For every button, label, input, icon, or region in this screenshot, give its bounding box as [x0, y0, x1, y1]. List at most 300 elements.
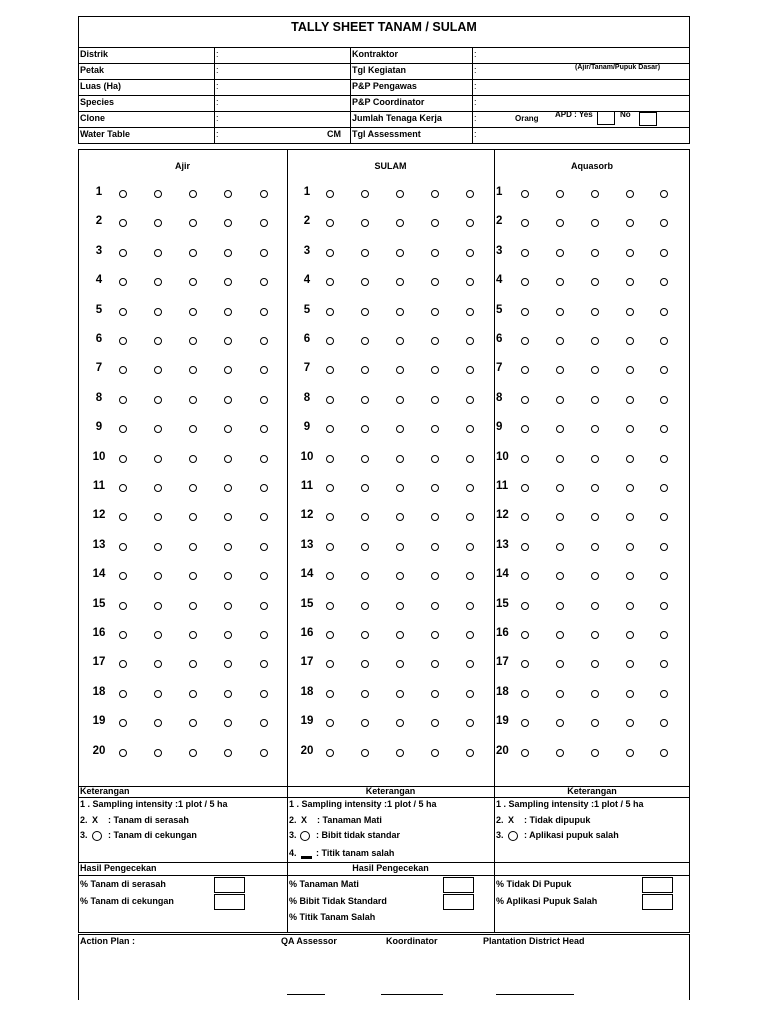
sulam-tally-circle[interactable]	[396, 602, 404, 610]
ajir-tally-circle[interactable]	[260, 660, 268, 668]
aquasorb-tally-circle[interactable]	[521, 660, 529, 668]
sulam-tally-circle[interactable]	[396, 690, 404, 698]
sulam-tally-circle[interactable]	[326, 190, 334, 198]
sulam-tally-circle[interactable]	[326, 455, 334, 463]
ajir-tally-circle[interactable]	[224, 308, 232, 316]
sulam-tally-circle[interactable]	[466, 690, 474, 698]
sulam-tally-circle[interactable]	[361, 749, 369, 757]
field-jumlah-tenaga[interactable]: :	[474, 113, 477, 123]
sulam-tally-circle[interactable]	[396, 719, 404, 727]
aquasorb-tally-circle[interactable]	[660, 690, 668, 698]
sulam-tally-circle[interactable]	[431, 308, 439, 316]
sulam-tally-circle[interactable]	[326, 249, 334, 257]
ajir-tally-circle[interactable]	[224, 396, 232, 404]
sulam-tally-circle[interactable]	[326, 690, 334, 698]
ajir-tally-circle[interactable]	[154, 249, 162, 257]
field-species[interactable]: :	[216, 97, 219, 107]
sulam-tally-circle[interactable]	[326, 631, 334, 639]
ajir-tally-circle[interactable]	[224, 690, 232, 698]
aquasorb-tally-circle[interactable]	[521, 249, 529, 257]
sulam-tally-circle[interactable]	[326, 396, 334, 404]
ajir-tally-circle[interactable]	[119, 308, 127, 316]
sulam-tally-circle[interactable]	[431, 190, 439, 198]
ajir-tally-circle[interactable]	[189, 337, 197, 345]
aquasorb-tally-circle[interactable]	[521, 602, 529, 610]
ajir-tally-circle[interactable]	[224, 660, 232, 668]
ajir-tally-circle[interactable]	[119, 484, 127, 492]
aquasorb-tally-circle[interactable]	[556, 484, 564, 492]
ajir-tally-circle[interactable]	[189, 249, 197, 257]
sulam-tally-circle[interactable]	[361, 249, 369, 257]
ajir-tally-circle[interactable]	[119, 543, 127, 551]
ajir-tally-circle[interactable]	[224, 337, 232, 345]
aquasorb-tally-circle[interactable]	[626, 190, 634, 198]
sulam-tally-circle[interactable]	[466, 366, 474, 374]
sulam-tally-circle[interactable]	[431, 543, 439, 551]
ajir-tally-circle[interactable]	[154, 749, 162, 757]
sulam-tally-circle[interactable]	[361, 660, 369, 668]
ajir-tally-circle[interactable]	[119, 631, 127, 639]
ajir-tally-circle[interactable]	[154, 455, 162, 463]
ajir-tally-circle[interactable]	[260, 249, 268, 257]
aquasorb-tally-circle[interactable]	[556, 719, 564, 727]
aquasorb-tally-circle[interactable]	[626, 425, 634, 433]
sulam-tally-circle[interactable]	[466, 249, 474, 257]
aquasorb-tally-circle[interactable]	[591, 513, 599, 521]
aquasorb-tally-circle[interactable]	[521, 396, 529, 404]
aquasorb-tally-circle[interactable]	[660, 660, 668, 668]
aquasorb-tally-circle[interactable]	[626, 366, 634, 374]
aquasorb-tally-circle[interactable]	[521, 484, 529, 492]
ajir-tally-circle[interactable]	[119, 690, 127, 698]
aquasorb-tally-circle[interactable]	[591, 425, 599, 433]
sulam-tally-circle[interactable]	[326, 278, 334, 286]
ajir-tally-circle[interactable]	[154, 719, 162, 727]
sulam-tally-circle[interactable]	[466, 602, 474, 610]
sulam-tally-circle[interactable]	[326, 543, 334, 551]
aquasorb-tally-circle[interactable]	[626, 337, 634, 345]
sulam-tally-circle[interactable]	[396, 543, 404, 551]
ajir-tally-circle[interactable]	[154, 513, 162, 521]
field-petak[interactable]: :	[216, 65, 219, 75]
sulam-tally-circle[interactable]	[431, 249, 439, 257]
ajir-tally-circle[interactable]	[260, 749, 268, 757]
sulam-tally-circle[interactable]	[326, 308, 334, 316]
ajir-tally-circle[interactable]	[119, 513, 127, 521]
sulam-tally-circle[interactable]	[466, 719, 474, 727]
sulam-tally-circle[interactable]	[431, 602, 439, 610]
sulam-tally-circle[interactable]	[361, 484, 369, 492]
aquasorb-tally-circle[interactable]	[556, 543, 564, 551]
ajir-tally-circle[interactable]	[154, 690, 162, 698]
aquasorb-tally-circle[interactable]	[591, 690, 599, 698]
sulam-tally-circle[interactable]	[396, 337, 404, 345]
ajir-tally-circle[interactable]	[260, 190, 268, 198]
aquasorb-tally-circle[interactable]	[660, 425, 668, 433]
hasil-tanam-serasah-input[interactable]	[214, 877, 245, 893]
sulam-tally-circle[interactable]	[326, 484, 334, 492]
aquasorb-tally-circle[interactable]	[556, 455, 564, 463]
aquasorb-tally-circle[interactable]	[591, 278, 599, 286]
ajir-tally-circle[interactable]	[260, 366, 268, 374]
sulam-tally-circle[interactable]	[361, 602, 369, 610]
ajir-tally-circle[interactable]	[260, 455, 268, 463]
field-water-table[interactable]: :	[216, 129, 219, 139]
aquasorb-tally-circle[interactable]	[591, 543, 599, 551]
sulam-tally-circle[interactable]	[396, 484, 404, 492]
aquasorb-tally-circle[interactable]	[591, 749, 599, 757]
ajir-tally-circle[interactable]	[260, 484, 268, 492]
ajir-tally-circle[interactable]	[224, 513, 232, 521]
sulam-tally-circle[interactable]	[466, 543, 474, 551]
aquasorb-tally-circle[interactable]	[521, 455, 529, 463]
aquasorb-tally-circle[interactable]	[556, 337, 564, 345]
aquasorb-tally-circle[interactable]	[556, 308, 564, 316]
ajir-tally-circle[interactable]	[189, 631, 197, 639]
ajir-tally-circle[interactable]	[260, 337, 268, 345]
aquasorb-tally-circle[interactable]	[521, 513, 529, 521]
ajir-tally-circle[interactable]	[119, 337, 127, 345]
sulam-tally-circle[interactable]	[361, 572, 369, 580]
ajir-tally-circle[interactable]	[260, 631, 268, 639]
aquasorb-tally-circle[interactable]	[660, 543, 668, 551]
field-kontraktor[interactable]: :	[474, 49, 477, 59]
sulam-tally-circle[interactable]	[396, 308, 404, 316]
ajir-tally-circle[interactable]	[189, 572, 197, 580]
sulam-tally-circle[interactable]	[466, 190, 474, 198]
sulam-tally-circle[interactable]	[431, 219, 439, 227]
hasil-tidak-di-pupuk-input[interactable]	[642, 877, 673, 893]
sulam-tally-circle[interactable]	[431, 690, 439, 698]
sulam-tally-circle[interactable]	[396, 249, 404, 257]
aquasorb-tally-circle[interactable]	[626, 719, 634, 727]
sulam-tally-circle[interactable]	[326, 219, 334, 227]
sulam-tally-circle[interactable]	[431, 278, 439, 286]
aquasorb-tally-circle[interactable]	[521, 749, 529, 757]
hasil-aplikasi-pupuk-salah-input[interactable]	[642, 894, 673, 910]
aquasorb-tally-circle[interactable]	[556, 690, 564, 698]
ajir-tally-circle[interactable]	[224, 425, 232, 433]
aquasorb-tally-circle[interactable]	[556, 366, 564, 374]
aquasorb-tally-circle[interactable]	[660, 572, 668, 580]
aquasorb-tally-circle[interactable]	[660, 719, 668, 727]
ajir-tally-circle[interactable]	[260, 425, 268, 433]
sulam-tally-circle[interactable]	[396, 425, 404, 433]
sulam-tally-circle[interactable]	[396, 455, 404, 463]
sulam-tally-circle[interactable]	[326, 660, 334, 668]
aquasorb-tally-circle[interactable]	[660, 278, 668, 286]
sulam-tally-circle[interactable]	[466, 278, 474, 286]
aquasorb-tally-circle[interactable]	[521, 190, 529, 198]
sulam-tally-circle[interactable]	[466, 484, 474, 492]
sulam-tally-circle[interactable]	[466, 425, 474, 433]
sulam-tally-circle[interactable]	[431, 749, 439, 757]
aquasorb-tally-circle[interactable]	[660, 396, 668, 404]
koordinator-signature-line[interactable]	[381, 994, 443, 995]
sulam-tally-circle[interactable]	[361, 337, 369, 345]
sulam-tally-circle[interactable]	[361, 219, 369, 227]
ajir-tally-circle[interactable]	[224, 278, 232, 286]
ajir-tally-circle[interactable]	[224, 455, 232, 463]
ajir-tally-circle[interactable]	[224, 484, 232, 492]
aquasorb-tally-circle[interactable]	[591, 190, 599, 198]
sulam-tally-circle[interactable]	[466, 455, 474, 463]
aquasorb-tally-circle[interactable]	[660, 366, 668, 374]
aquasorb-tally-circle[interactable]	[626, 543, 634, 551]
ajir-tally-circle[interactable]	[224, 602, 232, 610]
field-tgl-kegiatan[interactable]: :	[474, 65, 477, 75]
ajir-tally-circle[interactable]	[189, 690, 197, 698]
ajir-tally-circle[interactable]	[189, 455, 197, 463]
aquasorb-tally-circle[interactable]	[521, 366, 529, 374]
ajir-tally-circle[interactable]	[260, 513, 268, 521]
ajir-tally-circle[interactable]	[154, 278, 162, 286]
ajir-tally-circle[interactable]	[189, 425, 197, 433]
ajir-tally-circle[interactable]	[154, 484, 162, 492]
sulam-tally-circle[interactable]	[396, 631, 404, 639]
sulam-tally-circle[interactable]	[326, 602, 334, 610]
ajir-tally-circle[interactable]	[154, 337, 162, 345]
aquasorb-tally-circle[interactable]	[556, 572, 564, 580]
sulam-tally-circle[interactable]	[466, 396, 474, 404]
aquasorb-tally-circle[interactable]	[521, 337, 529, 345]
aquasorb-tally-circle[interactable]	[591, 219, 599, 227]
ajir-tally-circle[interactable]	[224, 219, 232, 227]
aquasorb-tally-circle[interactable]	[626, 690, 634, 698]
aquasorb-tally-circle[interactable]	[626, 249, 634, 257]
sulam-tally-circle[interactable]	[361, 543, 369, 551]
sulam-tally-circle[interactable]	[431, 366, 439, 374]
aquasorb-tally-circle[interactable]	[626, 660, 634, 668]
aquasorb-tally-circle[interactable]	[521, 719, 529, 727]
ajir-tally-circle[interactable]	[189, 543, 197, 551]
aquasorb-tally-circle[interactable]	[626, 484, 634, 492]
sulam-tally-circle[interactable]	[466, 631, 474, 639]
ajir-tally-circle[interactable]	[154, 190, 162, 198]
aquasorb-tally-circle[interactable]	[626, 631, 634, 639]
aquasorb-tally-circle[interactable]	[591, 572, 599, 580]
hasil-bibit-tidak-standard-input[interactable]	[443, 894, 474, 910]
qa-assessor-signature-line[interactable]	[287, 994, 325, 995]
aquasorb-tally-circle[interactable]	[556, 425, 564, 433]
sulam-tally-circle[interactable]	[466, 749, 474, 757]
sulam-tally-circle[interactable]	[466, 660, 474, 668]
sulam-tally-circle[interactable]	[431, 337, 439, 345]
aquasorb-tally-circle[interactable]	[591, 396, 599, 404]
ajir-tally-circle[interactable]	[119, 749, 127, 757]
ajir-tally-circle[interactable]	[224, 190, 232, 198]
sulam-tally-circle[interactable]	[431, 396, 439, 404]
ajir-tally-circle[interactable]	[119, 249, 127, 257]
ajir-tally-circle[interactable]	[154, 631, 162, 639]
ajir-tally-circle[interactable]	[189, 484, 197, 492]
ajir-tally-circle[interactable]	[189, 366, 197, 374]
aquasorb-tally-circle[interactable]	[591, 484, 599, 492]
apd-yes-checkbox[interactable]	[597, 111, 615, 125]
ajir-tally-circle[interactable]	[119, 396, 127, 404]
sulam-tally-circle[interactable]	[466, 337, 474, 345]
aquasorb-tally-circle[interactable]	[556, 513, 564, 521]
sulam-tally-circle[interactable]	[431, 660, 439, 668]
ajir-tally-circle[interactable]	[224, 366, 232, 374]
field-pp-coordinator[interactable]: :	[474, 97, 477, 107]
field-luas[interactable]: :	[216, 81, 219, 91]
aquasorb-tally-circle[interactable]	[626, 572, 634, 580]
aquasorb-tally-circle[interactable]	[660, 337, 668, 345]
apd-no-checkbox[interactable]	[639, 112, 657, 126]
aquasorb-tally-circle[interactable]	[591, 308, 599, 316]
aquasorb-tally-circle[interactable]	[521, 425, 529, 433]
ajir-tally-circle[interactable]	[189, 396, 197, 404]
aquasorb-tally-circle[interactable]	[556, 249, 564, 257]
aquasorb-tally-circle[interactable]	[521, 219, 529, 227]
field-tgl-assessment[interactable]: :	[474, 129, 477, 139]
sulam-tally-circle[interactable]	[431, 719, 439, 727]
ajir-tally-circle[interactable]	[260, 396, 268, 404]
sulam-tally-circle[interactable]	[431, 631, 439, 639]
ajir-tally-circle[interactable]	[119, 190, 127, 198]
ajir-tally-circle[interactable]	[189, 513, 197, 521]
sulam-tally-circle[interactable]	[466, 219, 474, 227]
sulam-tally-circle[interactable]	[361, 690, 369, 698]
hasil-tanaman-mati-input[interactable]	[443, 877, 474, 893]
aquasorb-tally-circle[interactable]	[626, 278, 634, 286]
sulam-tally-circle[interactable]	[326, 425, 334, 433]
ajir-tally-circle[interactable]	[119, 660, 127, 668]
sulam-tally-circle[interactable]	[361, 366, 369, 374]
sulam-tally-circle[interactable]	[361, 425, 369, 433]
aquasorb-tally-circle[interactable]	[591, 337, 599, 345]
aquasorb-tally-circle[interactable]	[556, 602, 564, 610]
district-head-signature-line[interactable]	[496, 994, 574, 995]
sulam-tally-circle[interactable]	[361, 719, 369, 727]
sulam-tally-circle[interactable]	[396, 513, 404, 521]
aquasorb-tally-circle[interactable]	[626, 308, 634, 316]
sulam-tally-circle[interactable]	[396, 278, 404, 286]
aquasorb-tally-circle[interactable]	[626, 219, 634, 227]
sulam-tally-circle[interactable]	[361, 513, 369, 521]
ajir-tally-circle[interactable]	[260, 602, 268, 610]
ajir-tally-circle[interactable]	[119, 455, 127, 463]
aquasorb-tally-circle[interactable]	[556, 660, 564, 668]
ajir-tally-circle[interactable]	[154, 543, 162, 551]
ajir-tally-circle[interactable]	[189, 660, 197, 668]
ajir-tally-circle[interactable]	[224, 749, 232, 757]
aquasorb-tally-circle[interactable]	[556, 749, 564, 757]
aquasorb-tally-circle[interactable]	[626, 513, 634, 521]
aquasorb-tally-circle[interactable]	[591, 455, 599, 463]
aquasorb-tally-circle[interactable]	[556, 631, 564, 639]
aquasorb-tally-circle[interactable]	[660, 219, 668, 227]
aquasorb-tally-circle[interactable]	[660, 249, 668, 257]
aquasorb-tally-circle[interactable]	[521, 631, 529, 639]
sulam-tally-circle[interactable]	[431, 455, 439, 463]
ajir-tally-circle[interactable]	[154, 366, 162, 374]
ajir-tally-circle[interactable]	[224, 543, 232, 551]
ajir-tally-circle[interactable]	[119, 602, 127, 610]
ajir-tally-circle[interactable]	[260, 719, 268, 727]
aquasorb-tally-circle[interactable]	[660, 455, 668, 463]
aquasorb-tally-circle[interactable]	[591, 660, 599, 668]
ajir-tally-circle[interactable]	[189, 719, 197, 727]
aquasorb-tally-circle[interactable]	[521, 543, 529, 551]
aquasorb-tally-circle[interactable]	[660, 513, 668, 521]
sulam-tally-circle[interactable]	[431, 425, 439, 433]
field-pp-pengawas[interactable]: :	[474, 81, 477, 91]
hasil-tanam-cekungan-input[interactable]	[214, 894, 245, 910]
sulam-tally-circle[interactable]	[361, 455, 369, 463]
ajir-tally-circle[interactable]	[119, 572, 127, 580]
sulam-tally-circle[interactable]	[431, 572, 439, 580]
ajir-tally-circle[interactable]	[260, 543, 268, 551]
sulam-tally-circle[interactable]	[361, 396, 369, 404]
ajir-tally-circle[interactable]	[260, 278, 268, 286]
field-clone[interactable]: :	[216, 113, 219, 123]
sulam-tally-circle[interactable]	[326, 572, 334, 580]
ajir-tally-circle[interactable]	[119, 425, 127, 433]
aquasorb-tally-circle[interactable]	[626, 455, 634, 463]
sulam-tally-circle[interactable]	[361, 308, 369, 316]
aquasorb-tally-circle[interactable]	[660, 484, 668, 492]
sulam-tally-circle[interactable]	[396, 572, 404, 580]
ajir-tally-circle[interactable]	[119, 366, 127, 374]
ajir-tally-circle[interactable]	[189, 749, 197, 757]
ajir-tally-circle[interactable]	[260, 572, 268, 580]
ajir-tally-circle[interactable]	[189, 190, 197, 198]
ajir-tally-circle[interactable]	[224, 572, 232, 580]
sulam-tally-circle[interactable]	[431, 513, 439, 521]
ajir-tally-circle[interactable]	[154, 219, 162, 227]
sulam-tally-circle[interactable]	[396, 190, 404, 198]
aquasorb-tally-circle[interactable]	[660, 308, 668, 316]
sulam-tally-circle[interactable]	[431, 484, 439, 492]
sulam-tally-circle[interactable]	[396, 396, 404, 404]
sulam-tally-circle[interactable]	[466, 513, 474, 521]
aquasorb-tally-circle[interactable]	[660, 602, 668, 610]
aquasorb-tally-circle[interactable]	[521, 690, 529, 698]
ajir-tally-circle[interactable]	[260, 308, 268, 316]
sulam-tally-circle[interactable]	[326, 337, 334, 345]
ajir-tally-circle[interactable]	[119, 278, 127, 286]
aquasorb-tally-circle[interactable]	[660, 749, 668, 757]
sulam-tally-circle[interactable]	[466, 308, 474, 316]
ajir-tally-circle[interactable]	[154, 602, 162, 610]
sulam-tally-circle[interactable]	[326, 366, 334, 374]
aquasorb-tally-circle[interactable]	[556, 190, 564, 198]
ajir-tally-circle[interactable]	[260, 690, 268, 698]
sulam-tally-circle[interactable]	[361, 631, 369, 639]
sulam-tally-circle[interactable]	[326, 513, 334, 521]
sulam-tally-circle[interactable]	[361, 278, 369, 286]
aquasorb-tally-circle[interactable]	[591, 602, 599, 610]
aquasorb-tally-circle[interactable]	[521, 572, 529, 580]
sulam-tally-circle[interactable]	[466, 572, 474, 580]
aquasorb-tally-circle[interactable]	[626, 396, 634, 404]
aquasorb-tally-circle[interactable]	[591, 719, 599, 727]
ajir-tally-circle[interactable]	[154, 396, 162, 404]
aquasorb-tally-circle[interactable]	[521, 278, 529, 286]
ajir-tally-circle[interactable]	[154, 572, 162, 580]
aquasorb-tally-circle[interactable]	[626, 749, 634, 757]
ajir-tally-circle[interactable]	[189, 278, 197, 286]
aquasorb-tally-circle[interactable]	[591, 249, 599, 257]
sulam-tally-circle[interactable]	[396, 366, 404, 374]
ajir-tally-circle[interactable]	[224, 249, 232, 257]
aquasorb-tally-circle[interactable]	[591, 366, 599, 374]
aquasorb-tally-circle[interactable]	[556, 396, 564, 404]
ajir-tally-circle[interactable]	[119, 219, 127, 227]
sulam-tally-circle[interactable]	[326, 749, 334, 757]
